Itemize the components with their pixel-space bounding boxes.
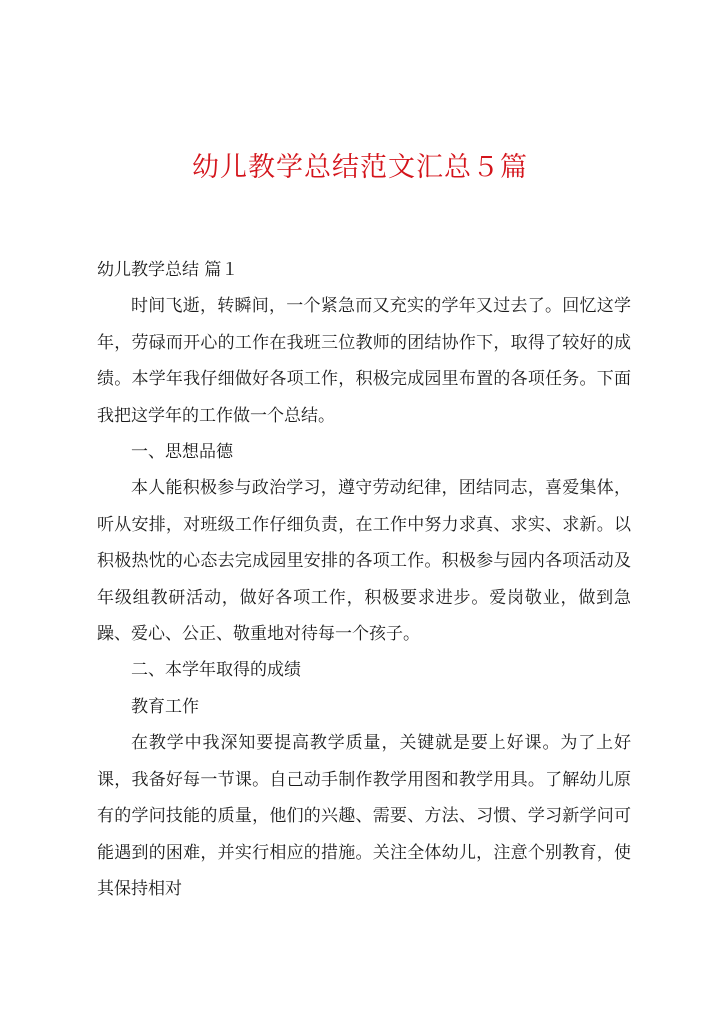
heading-education-work: 教育工作 [131,696,199,717]
document-title: 幼儿教学总结范文汇总５篇 [192,152,528,183]
heading-ideology: 一、思想品德 [131,442,233,463]
paragraph-intro: 时间飞逝，转瞬间，一个紧急而又充实的学年又过去了。回忆这学年，劳碌而开心的工作在我班三位教师的团结协作下，取得了较好的成绩。本学年我仔细做好各项工作，积极完成园里布置的各项任务。下面我把这学年的工作做一个总结。 [97,296,631,426]
section-subtitle: 幼儿教学总结 篇１ [97,260,239,280]
heading-achievements: 二、本学年取得的成绩 [131,660,301,681]
paragraph-education-work: 在教学中我深知要提高教学质量，关键就是要上好课。为了上好课，我备好每一节课。自己动手制作教学用图和教学用具。了解幼儿原有的学问技能的质量，他们的兴趣、需要、方法、习惯、学习新学问可能遇到的困难，并实行相应的措施。关注全体幼儿，注意个别教育，使其保持相对 [97,733,631,899]
paragraph-ideology: 本人能积极参与政治学习，遵守劳动纪律，团结同志，喜爱集体，听从安排，对班级工作仔细负责，在工作中努力求真、求实、求新。以积极热忱的心态去完成园里安排的各项工作。积极参与园内各项活动及年级组教研活动，做好各项工作，积极要求进步。爱岗敬业，做到急躁、爱心、公正、敬重地对待每一个孩子。 [97,478,631,645]
document-body [97,252,631,907]
